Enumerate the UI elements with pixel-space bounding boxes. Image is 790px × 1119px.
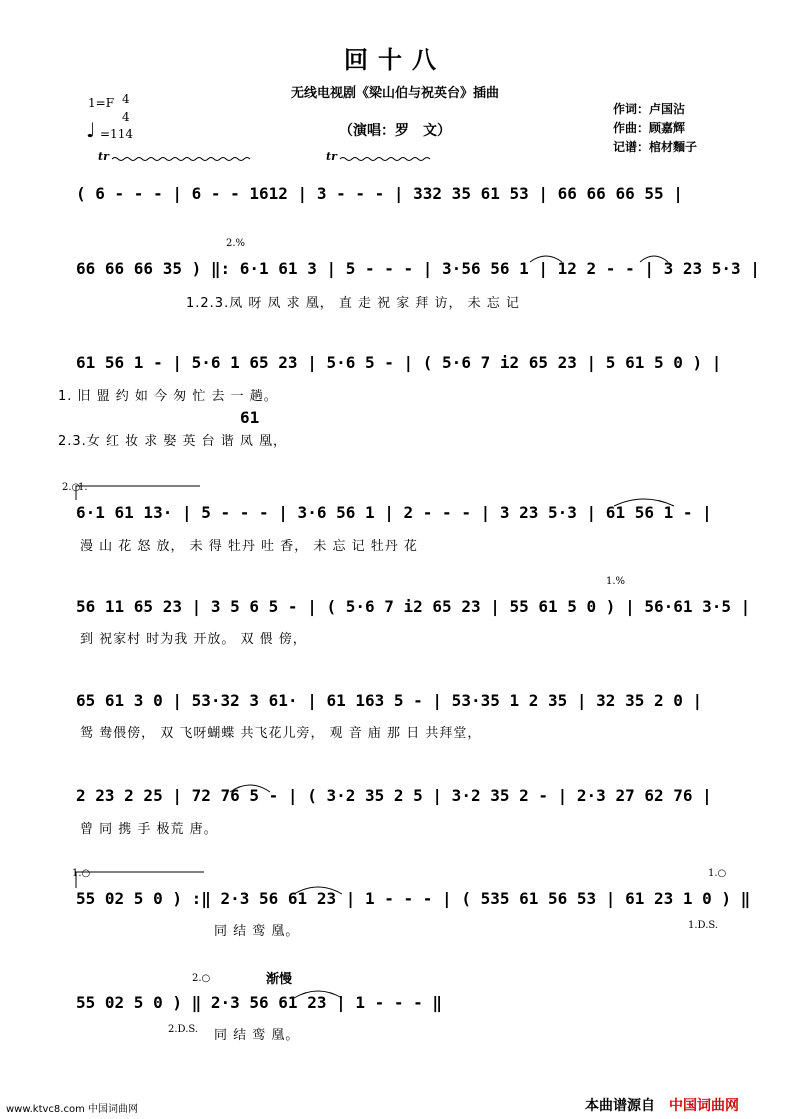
credit-lyricist: 作词：卢国沾 [613, 102, 686, 116]
lyric-row-6: 鸳 鸯偎傍， 双 飞呀蝴蝶 共飞花儿旁， 观 音 庙 那 日 共拜堂， [80, 726, 482, 741]
trill-mark-2: tr [326, 150, 337, 163]
score-row-6: 65 61 3 0 | 53·32 3 61· | 61 163 5 - | 53·35 1 2 35 | 32 35 2 0 | [76, 691, 703, 710]
lyric-row-3-verse1: 1. 旧 盟 约 如 今 匆 忙 去 一 趟。 [58, 389, 278, 404]
ds-mark-1: 1.D.S. [688, 920, 719, 931]
ending-mark-1a: 1.○ [72, 868, 91, 879]
segno-mark-1: 1.% [606, 576, 626, 587]
footer-source-prefix: 本曲谱源自 [585, 1098, 655, 1114]
tempo-value: =114 [100, 127, 133, 141]
credit-transcriber: 记谱：棺材麵子 [613, 140, 698, 154]
segno-mark-2: 2.% [226, 238, 246, 249]
lyric-row-4: 漫 山 花 怒 放， 未 得 牡丹 吐 香， 未 忘 记 牡丹 花 [80, 539, 418, 554]
time-signature-top: 4 [122, 92, 130, 106]
time-signature-bottom: 4 [122, 110, 130, 124]
ending-mark-1b: 1.○ [708, 868, 727, 879]
credit-composer: 作曲：顾嘉辉 [613, 121, 686, 135]
ds-mark-2: 2.D.S. [168, 1024, 199, 1035]
lyric-row-5: 到 祝家村 时为我 开放。 双 偎 傍， [80, 632, 307, 647]
alt-note: 61 [240, 408, 260, 427]
score-row-2: 66 66 66 35 ) ‖: 6·1 61 3 | 5 - - - | 3·56 56 1 | 12 2 - - | 3 23 5·3 | [76, 259, 760, 278]
lyric-row-7: 曾 同 携 手 极荒 唐。 [80, 822, 218, 837]
score-row-9: 55 02 5 0 ) ‖ 2·3 56 61 23 | 1 - - - ‖ [76, 993, 443, 1012]
tempo-mark-ritardando: 渐慢 [266, 972, 293, 987]
song-subtitle: 无线电视剧《梁山伯与祝英台》插曲 [290, 86, 499, 101]
ending-mark-2a: 2.○ [192, 973, 211, 984]
lyric-row-3-verse23: 2.3.女 红 妆 求 娶 英 台 谐 凤 凰， [58, 434, 287, 449]
trill-mark-1: tr [98, 150, 109, 163]
footer-source [585, 1095, 739, 1115]
song-title: 回十八 [344, 45, 446, 74]
score-row-4: 6·1 61 13· | 5 - - - | 3·6 56 1 | 2 - - - | 3 23 5·3 | 61 56 1 - | [76, 503, 712, 522]
ending-mark-2: 2.○ [62, 482, 81, 493]
performer-line: （演唱：罗 文） [339, 123, 451, 139]
key-signature: 1=F [88, 96, 115, 110]
score-row-3: 61 56 1 - | 5·6 1 65 23 | 5·6 5 - | ( 5·6 7 i2 65 23 | 5 61 5 0 ) | [76, 353, 722, 372]
lyric-row-8: 同 结 鸾 凰。 [214, 924, 300, 939]
lyric-row-9: 同 结 鸾 凰。 [214, 1028, 300, 1043]
lyric-row-2: 1.2.3.凤 呀 凤 求 凰， 直 走 祝 家 拜 访， 未 忘 记 [186, 296, 520, 311]
score-row-7: 2 23 2 25 | 72 76 5 - | ( 3·2 35 2 5 | 3·2 35 2 - | 2·3 27 62 76 | [76, 786, 712, 805]
score-row-5: 56 11 65 23 | 3 5 6 5 - | ( 5·6 7 i2 65 23 | 55 61 5 0 ) | 56·61 3·5 | [76, 597, 751, 616]
ending-mark-1: 1. [78, 482, 88, 493]
score-row-8: 55 02 5 0 ) :‖ 2·3 56 61 23 | 1 - - - | ( 535 61 56 53 | 61 23 1 0 ) ‖ [76, 889, 751, 908]
quarter-note-icon: ♩ [86, 118, 96, 142]
footer-source-site: 中国词曲网 [669, 1098, 739, 1114]
score-row-1: ( 6 - - - | 6 - - 1612 | 3 - - - | 332 35 61 53 | 66 66 66 55 | [76, 184, 683, 203]
footer-site-url: www.ktvc8.com 中国词曲网 [6, 1104, 139, 1115]
